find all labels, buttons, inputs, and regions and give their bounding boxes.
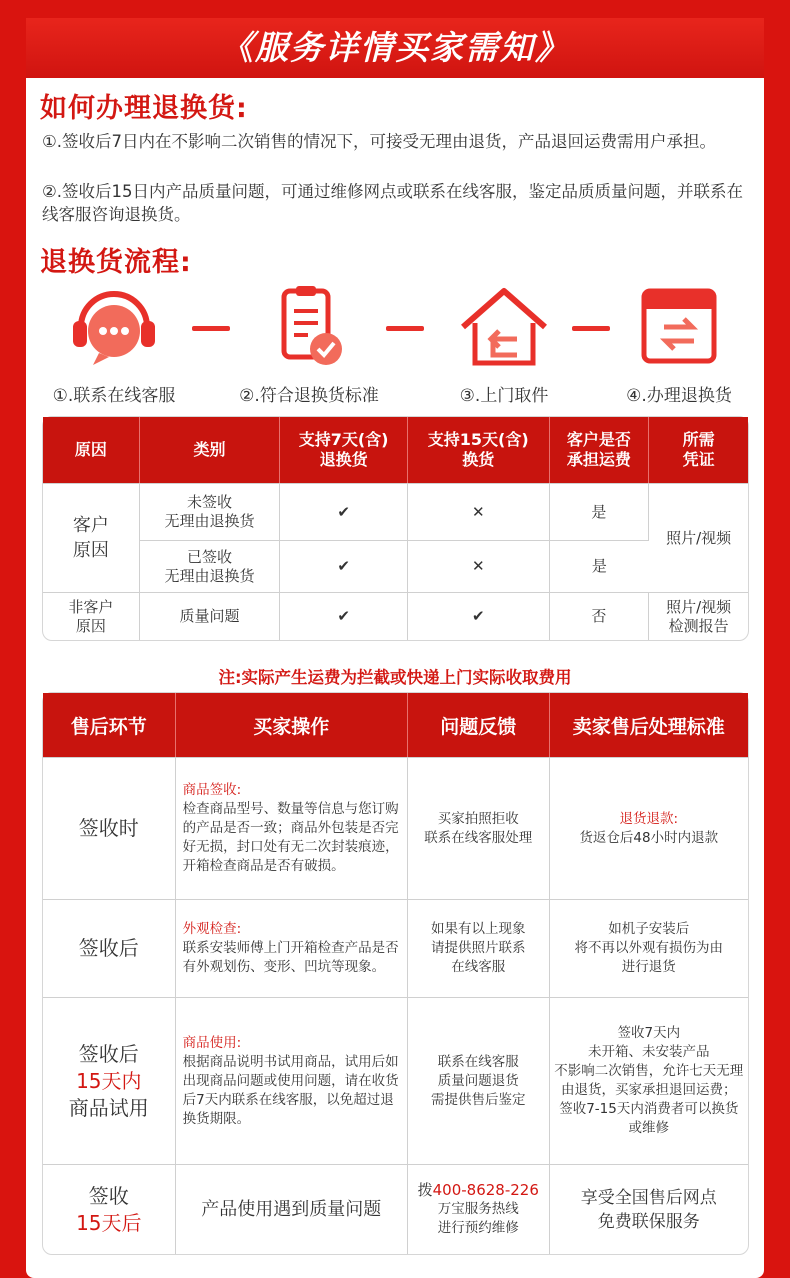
table-row [43, 899, 748, 997]
standard-cell [550, 757, 748, 899]
action-title: 商品使用: [182, 1034, 242, 1051]
cross-icon: ✕ [408, 540, 550, 592]
buyer-action-cell [176, 899, 408, 997]
headset-chat-icon [59, 283, 169, 373]
feedback-cell [408, 1164, 550, 1254]
standard-title: 退货退款: [619, 810, 679, 827]
category-cell: 已签收 无理由退换货 [140, 540, 281, 592]
checklist-icon [254, 283, 364, 373]
proof-cell: 照片/视频 检测报告 [649, 592, 748, 640]
buyer-action-cell [176, 997, 408, 1164]
returns-rule-1: ①.签收后7日内在不影响二次销售的情况下，可接受无理由退货，产品退回运费需用户承担。 [42, 132, 717, 151]
col-header: 支持15天(含) 换货 [408, 417, 550, 483]
table-row [43, 540, 748, 592]
stage-text: 签收后 [78, 1041, 139, 1066]
category-cell: 质量问题 [140, 592, 281, 640]
feedback-prefix: 拨 [417, 1181, 433, 1199]
col-header: 原因 [43, 417, 140, 483]
col-header: 类别 [140, 417, 281, 483]
check-icon: ✔ [280, 540, 408, 592]
flow-step-label: ③.上门取件 [459, 386, 549, 406]
stage-text: 商品试用 [68, 1095, 149, 1120]
return-policy-table [42, 416, 749, 641]
col-header: 卖家售后处理标准 [550, 693, 748, 757]
table-row [43, 483, 748, 540]
standard-cell: 签收7天内 未开箱、未安装产品 不影响二次销售，允许七天无理由退货，买家承担退回运费； 签收7-15天内消费者可以换货或维修 [550, 997, 748, 1164]
feedback-cell: 买家拍照拒收 联系在线客服处理 [408, 757, 550, 899]
feedback-text: 万宝服务热线 进行预约维修 [437, 1201, 519, 1236]
page-title: 《服务详情买家需知》 [26, 18, 764, 78]
freight-cell: 是 [550, 483, 650, 540]
flow-step-label: ④.办理退换货 [626, 386, 732, 406]
col-header: 客户是否 承担运费 [550, 417, 650, 483]
returns-title: 如何办理退换货: [40, 93, 248, 124]
col-header: 所需 凭证 [649, 417, 748, 483]
stage-highlight: 15天后 [76, 1210, 142, 1235]
customer-reason-cell: 客户 原因 [43, 483, 140, 592]
standard-cell: 享受全国售后网点 免费联保服务 [550, 1164, 748, 1254]
flow-step-label: ②.符合退换货标准 [239, 386, 379, 406]
action-title: 商品签收: [182, 782, 242, 798]
stage-highlight: 15天内 [76, 1068, 142, 1093]
proof-cell: 照片/视频 [649, 483, 748, 592]
freight-cell: 否 [550, 592, 650, 640]
table-row [43, 757, 748, 899]
stage-cell [43, 997, 176, 1164]
check-icon: ✔ [408, 592, 550, 640]
feedback-cell: 如果有以上现象 请提供照片联系 在线客服 [408, 899, 550, 997]
non-customer-reason-cell: 非客户 原因 [43, 592, 140, 640]
action-text: 联系安装师傅上门开箱检查产品是否有外观划伤、变形、凹坑等现象。 [182, 940, 399, 975]
table-row [43, 997, 748, 1164]
flow-step-4 [604, 283, 754, 406]
cross-icon: ✕ [408, 483, 550, 540]
buyer-action-cell: 产品使用遇到质量问题 [176, 1164, 408, 1254]
standard-text: 货返仓后48小时内退款 [579, 829, 719, 846]
flow-step-2 [234, 283, 384, 406]
buyer-action-cell [176, 757, 408, 899]
service-info-card [26, 18, 764, 1278]
flow-title: 退换货流程: [40, 247, 192, 278]
freight-cell: 是 [550, 540, 650, 592]
service-hotline: 400-8628-226 [432, 1181, 539, 1199]
flow-step-label: ①.联系在线客服 [52, 386, 176, 406]
flow-step-1 [39, 283, 189, 406]
after-sales-table [42, 692, 749, 1255]
action-text: 根据商品说明书试用商品，试用后如出现商品问题或使用问题，请在收货后7天内联系在线客服，以免超过退换货期限。 [182, 1053, 399, 1127]
box-exchange-icon [624, 283, 734, 373]
check-icon: ✔ [280, 592, 408, 640]
col-header: 支持7天(含) 退换货 [280, 417, 408, 483]
stage-cell: 签收时 [43, 757, 176, 899]
stage-cell: 签收后 [43, 899, 176, 997]
freight-note: 注:实际产生运费为拦截或快递上门实际收取费用 [218, 668, 572, 687]
feedback-cell: 联系在线客服 质量问题退货 需提供售后鉴定 [408, 997, 550, 1164]
action-text: 检查商品型号、数量等信息与您订购的产品是否一致；商品外包装是否完好无损，封口处有无二次封装痕迹，开箱检查商品是否有破损。 [182, 801, 399, 874]
category-cell: 未签收 无理由退换货 [140, 483, 281, 540]
standard-cell: 如机子安装后 将不再以外观有损伤为由 进行退货 [550, 899, 748, 997]
stage-cell [43, 1164, 176, 1254]
returns-rule-2: ②.签收后15日内产品质量问题，可通过维修网点或联系在线客服，鉴定品质质量问题，并联系在线客服咨询退换货。 [42, 182, 744, 224]
col-header: 问题反馈 [408, 693, 550, 757]
return-flow [26, 283, 764, 413]
flow-connector [192, 326, 230, 331]
col-header: 买家操作 [176, 693, 408, 757]
check-icon: ✔ [280, 483, 408, 540]
table-row [43, 592, 748, 640]
flow-step-3 [429, 283, 579, 406]
house-return-icon [449, 283, 559, 373]
flow-connector [386, 326, 424, 331]
col-header: 售后环节 [43, 693, 176, 757]
action-title: 外观检查: [182, 921, 242, 937]
stage-text: 签收 [88, 1183, 129, 1208]
table-row [43, 1164, 748, 1254]
